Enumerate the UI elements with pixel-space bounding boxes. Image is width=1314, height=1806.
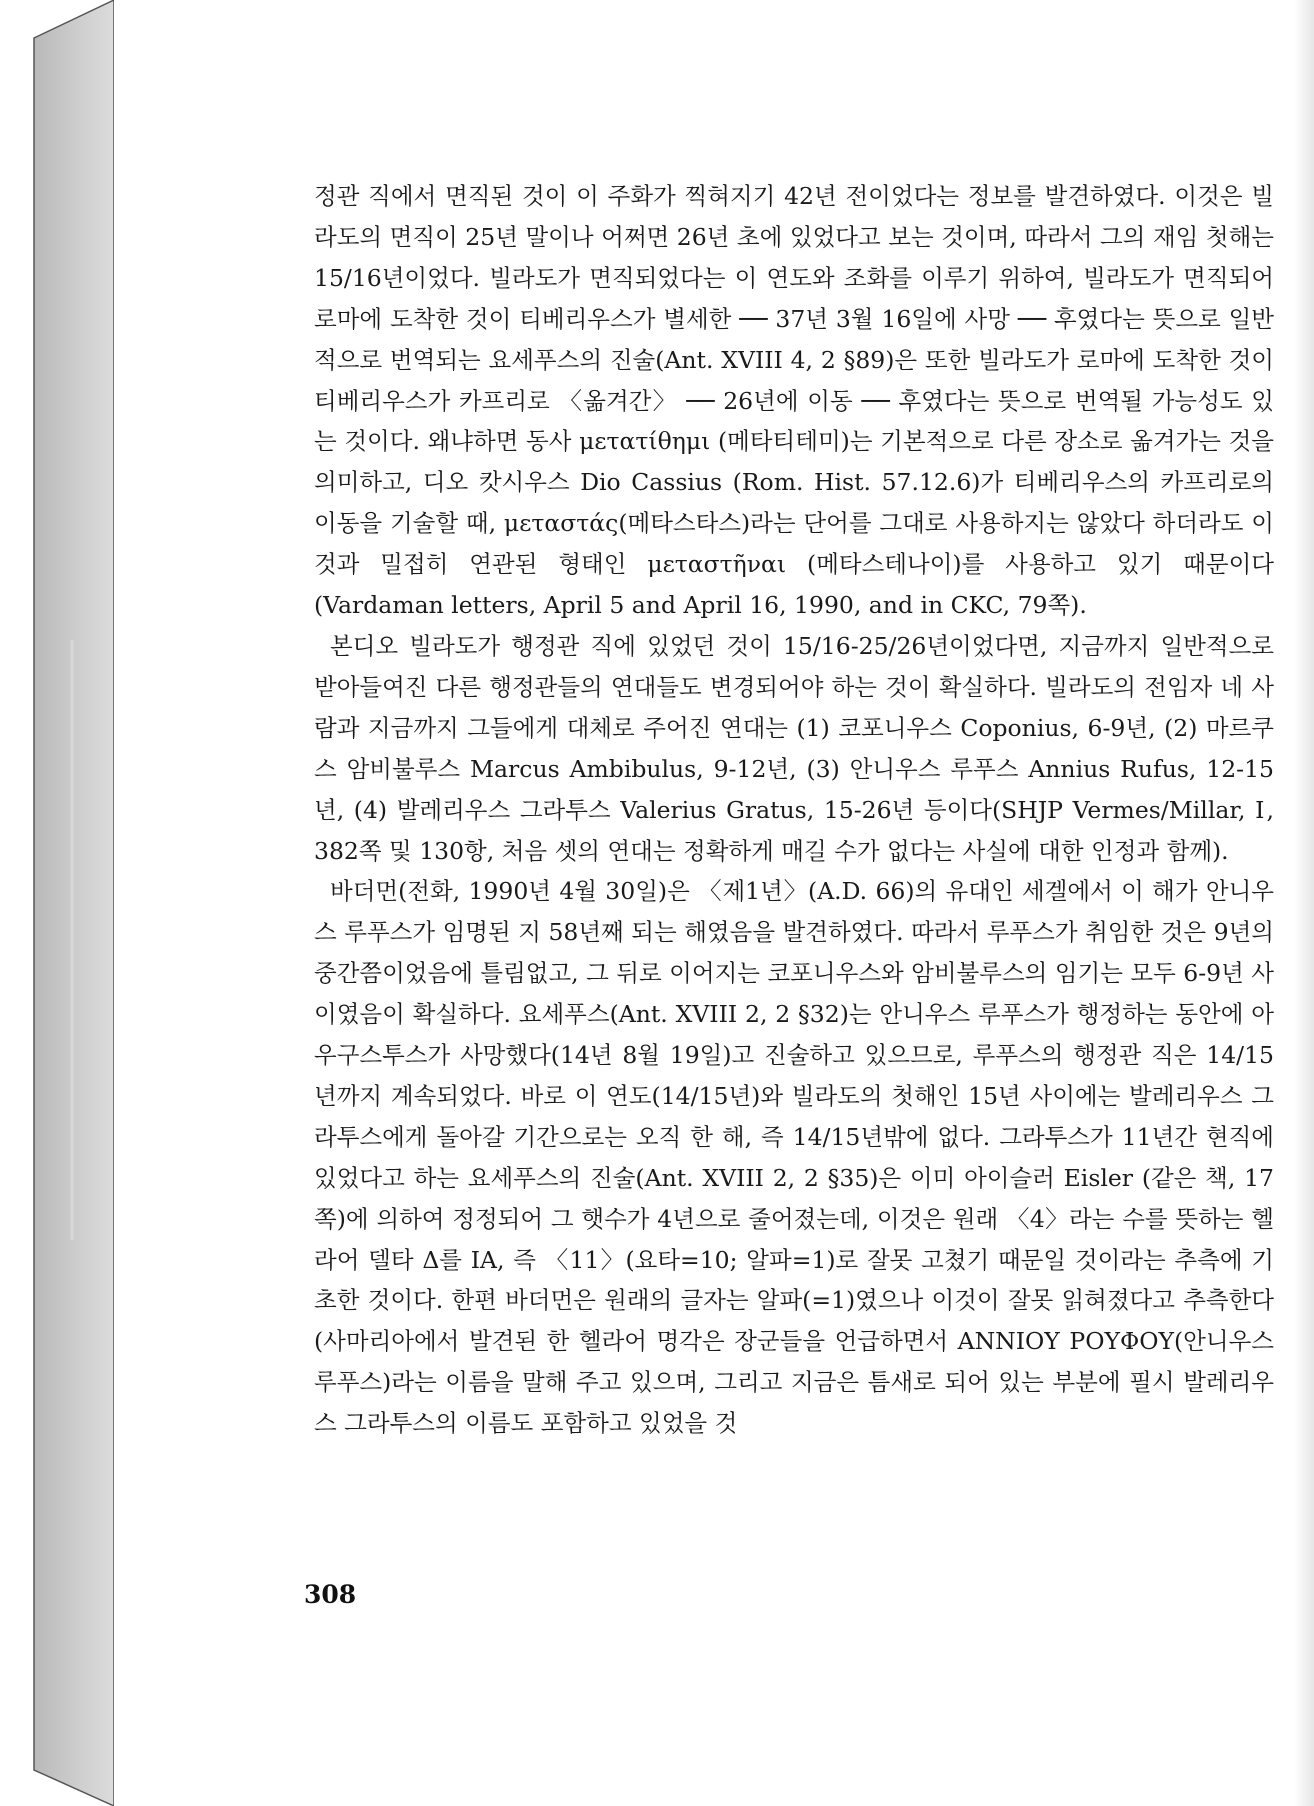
book-page <box>114 0 1314 1806</box>
page-edge-shadow <box>1294 0 1314 1806</box>
body-text <box>314 176 1274 1596</box>
paragraph-1: 정관 직에서 면직된 것이 이 주화가 찍혀지기 42년 전이었다는 정보를 발견하였다. 이것은 빌라도의 면직이 25년 말이나 어쩌면 26년 초에 있었다고 보는 것이며, 따라서 그의 재임 첫해는 15/16년이었다. 빌라도가 면직되었다는 이 연도와 조화를 이루기 위하여, 빌라도가 면직되어 로마에 도착한 것이 티베리우스가 별세한 ── 37년 3월 16일에 사망 ── 후였다는 뜻으로 일반적으로 번역되는 요세푸스의 진술(Ant. XVIII 4, 2 §89)은 또한 빌라도가 로마에 도착한 것이 티베리우스가 카프리로 〈옮겨간〉 ── 26년에 이동 ── 후였다는 뜻으로 번역될 가능성도 있는 것이다. 왜냐하면 동사 μετατίθημι (메타티테미)는 기본적으로 다른 장소로 옮겨가는 것을 의미하고, 디오 캇시우스 Dio Cassius (Rom. Hist. 57.12.6)가 티베리우스의 카프리로의 이동을 기술할 때, μεταστάς(메타스타스)라는 단어를 그대로 사용하지는 않았다 하더라도 이것과 밀접히 연관된 형태인 μεταστῆναι (메타스테나이)를 사용하고 있기 때문이다 (Vardaman letters, April 5 and April 16, 1990, and in CKC, 79쪽). <box>314 182 1274 620</box>
page-number: 308 <box>304 1580 357 1609</box>
paragraph-2: 본디오 빌라도가 행정관 직에 있었던 것이 15/16-25/26년이었다면, 지금까지 일반적으로 받아들여진 다른 행정관들의 연대들도 변경되어야 하는 것이 확실하다. 빌라도의 전임자 네 사람과 지금까지 그들에게 대체로 주어진 연대는 (1) 코포니우스 Coponius, 6-9년, (2) 마르쿠스 암비불루스 Marcus Ambibulus, 9-12년, (3) 안니우스 루푸스 Annius Rufus, 12-15년, (4) 발레리우스 그라투스 Valerius Gratus, 15-26년 등이다(SHJP Vermes/Millar, Ⅰ, 382쪽 및 130항, 처음 셋의 연대는 정확하게 매길 수가 없다는 사실에 대한 인정과 함께). <box>314 631 1274 865</box>
paragraph-3: 바더먼(전화, 1990년 4월 30일)은 〈제1년〉(A.D. 66)의 유대인 세겔에서 이 해가 안니우스 루푸스가 임명된 지 58년째 되는 해였음을 발견하였다. 따라서 루푸스가 취임한 것은 9년의 중간쯤이었음에 틀림없고, 그 뒤로 이어지는 코포니우스와 암비불루스의 임기는 모두 6-9년 사이였음이 확실하다. 요세푸스(Ant. XVIII 2, 2 §32)는 안니우스 루푸스가 행정하는 동안에 아우구스투스가 사망했다(14년 8월 19일)고 진술하고 있으므로, 루푸스의 행정관 직은 14/15년까지 계속되었다. 바로 이 연도(14/15년)와 빌라도의 첫해인 15년 사이에는 발레리우스 그라투스에게 돌아갈 기간으로는 오직 한 해, 즉 14/15년밖에 없다. 그라투스가 11년간 현직에 있었다고 하는 요세푸스의 진술(Ant. XVIII 2, 2 §35)은 이미 아이슬러 Eisler (같은 책, 17쪽)에 의하여 정정되어 그 햇수가 4년으로 줄어졌는데, 이것은 원래 〈4〉라는 수를 뜻하는 헬라어 델타 Δ를 IA, 즉 〈11〉(요타=10; 알파=1)로 잘못 고쳤기 때문일 것이라는 추측에 기초한 것이다. 한편 바더먼은 원래의 글자는 알파(=1)였으나 이것이 잘못 읽혀졌다고 추측한다(사마리아에서 발견된 한 헬라어 명각은 장군들을 언급하면서 ANNIOY POYΦOY(안니우스 루푸스)라는 이름을 말해 주고 있으며, 그리고 지금은 틈새로 되어 있는 부분에 필시 발레리우스 그라투스의 이름도 포함하고 있었을 것 <box>314 877 1274 1438</box>
